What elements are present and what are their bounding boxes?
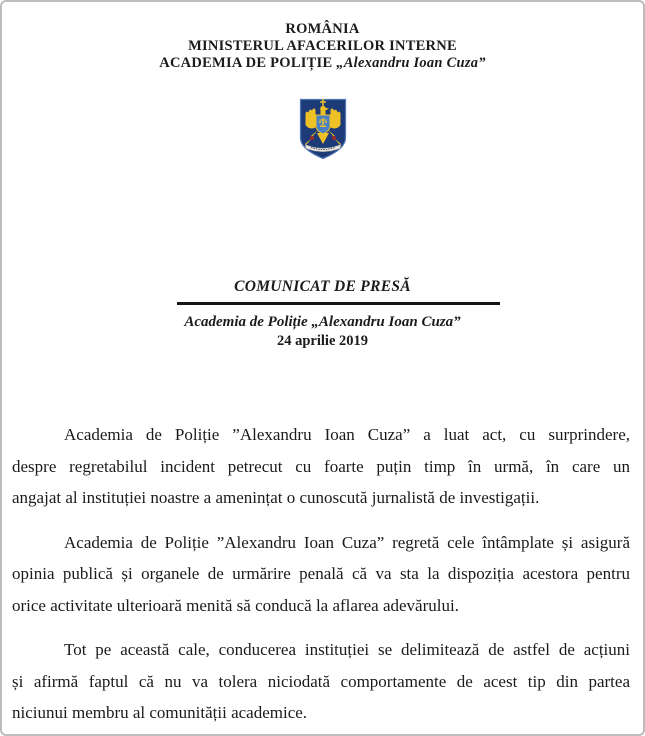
country-name: ROMÂNIA <box>285 21 360 37</box>
academy-name <box>2 55 643 72</box>
title-block <box>2 278 643 350</box>
paragraph-3-line-2: și afirmă faptul că nu va tolera niciodată comportamente de acest tip din partea <box>12 671 630 691</box>
romanian-coat-of-arms-icon <box>297 97 349 161</box>
academy-name-quoted: „Alexandru Ioan Cuza” <box>336 55 486 71</box>
paragraph-3-line-1: Tot pe această cale, conducerea instituției se delimitează de astfel de acțiuni <box>64 640 630 659</box>
paragraph-1-line-3: angajat al instituției noastre a amenințat o cunoscută jurnalistă de investigații. <box>12 488 540 507</box>
paragraph-3-line-3: niciunui membru al comunității academice. <box>12 703 308 722</box>
document-header <box>2 2 643 72</box>
paragraph-3 <box>12 634 630 729</box>
title-underline <box>177 302 500 305</box>
paragraph-1 <box>12 419 630 514</box>
release-date: 24 aprilie 2019 <box>276 333 369 349</box>
paragraph-2-line-2: opinia publică și organele de urmărire penală că va sta la dispoziția acestora pentru <box>12 564 630 583</box>
paragraph-2 <box>12 527 630 622</box>
academy-name-caps: ACADEMIA DE POLIȚIE <box>159 55 337 71</box>
paragraph-2-line-1: Academia de Poliție ”Alexandru Ioan Cuza” regretă cele întâmplate și asigură <box>64 532 630 552</box>
paragraph-1-line-2: despre regretabilul incident petrecut cu foarte puțin timp în urmă, în care un <box>12 456 630 476</box>
document-body <box>12 419 630 729</box>
ministry-name: MINISTERUL AFACERILOR INTERNE <box>188 38 457 54</box>
press-release-title: COMUNICAT DE PRESĂ <box>234 278 411 295</box>
paragraph-1-line-1: Academia de Poliție ”Alexandru Ioan Cuza” a luat act, cu surprindere, <box>64 425 630 444</box>
paragraph-2-line-3: orice activitate ulterioară menită să conducă la aflarea adevărului. <box>12 595 459 615</box>
issuer-name: Academia de Poliție „Alexandru Ioan Cuza” <box>184 314 461 330</box>
